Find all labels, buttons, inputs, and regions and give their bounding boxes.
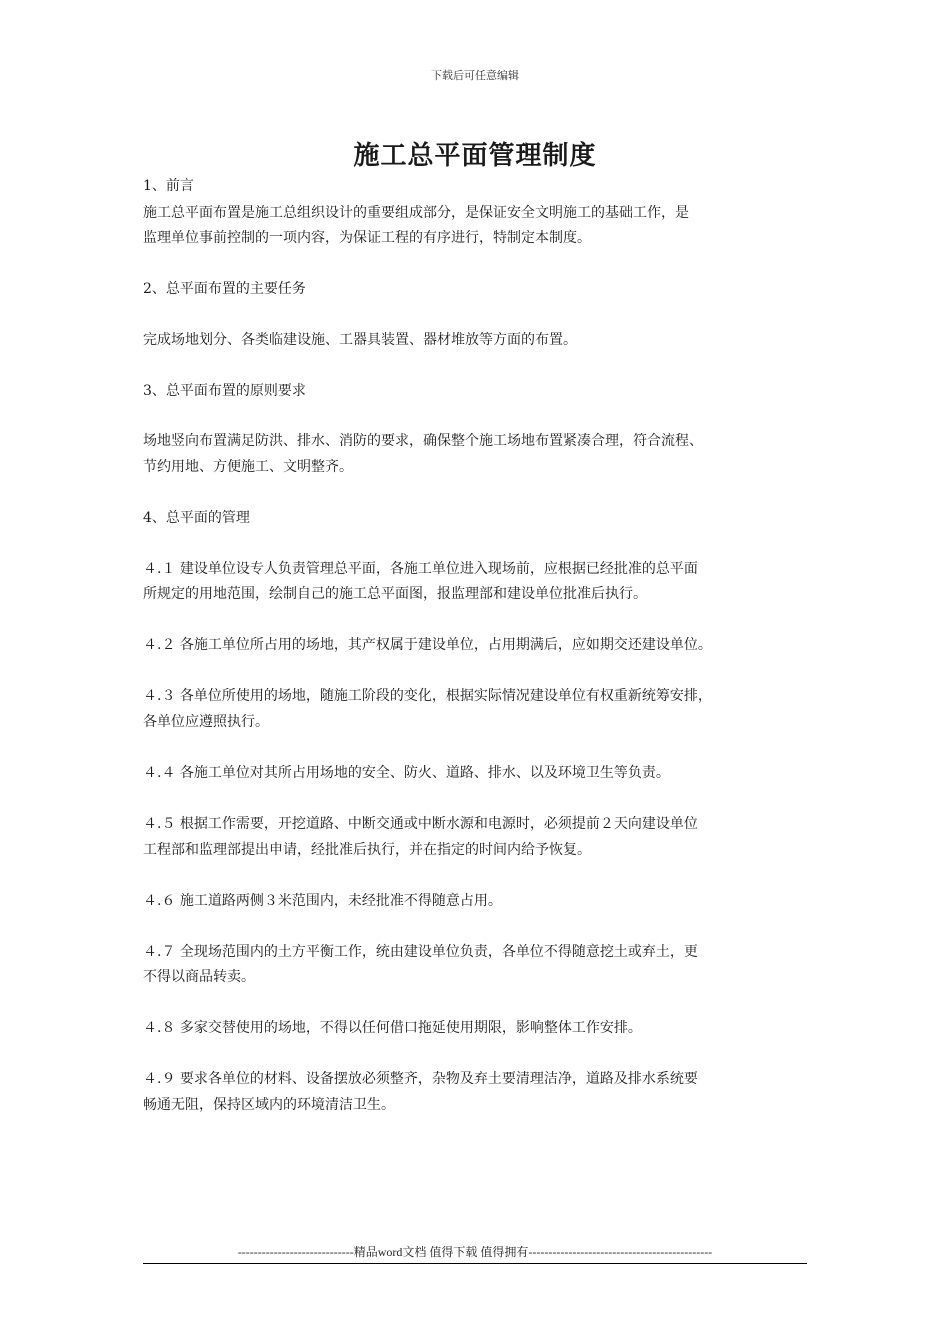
item-4-3-line: 各单位应遵照执行。 — [143, 714, 269, 730]
header-note: 下载后可任意编辑 — [431, 69, 519, 82]
section-1-paragraph-line: 施工总平面布置是施工总组织设计的重要组成部分，是保证安全文明施工的基础工作，是 — [143, 205, 689, 221]
item-4-4-line: ４.４ 各施工单位对其所占用场地的安全、防火、道路、排水、以及环境卫生等负责。 — [143, 765, 670, 781]
item-4-6-line: ４.６ 施工道路两侧３米范围内，未经批准不得随意占用。 — [143, 893, 502, 909]
section-2-paragraph: 完成场地划分、各类临建设施、工器具装置、器材堆放等方面的布置。 — [143, 332, 577, 348]
item-4-3-line: ４.３ 各单位所使用的场地，随施工阶段的变化，根据实际情况建设单位有权重新统筹安排， — [143, 688, 712, 704]
item-4-1-line: ４.１ 建设单位设专人负责管理总平面，各施工单位进入现场前，应根据已经批准的总平面 — [143, 561, 698, 577]
item-4-7-line: 不得以商品转卖。 — [143, 969, 255, 985]
item-4-5-line: 工程部和监理部提出申请，经批准后执行，并在指定的时间内给予恢复。 — [143, 842, 591, 858]
item-4-2-line: ４.２ 各施工单位所占用的场地，其产权属于建设单位，占用期满后，应如期交还建设单位。 — [143, 637, 712, 653]
section-1-paragraph-line: 监理单位事前控制的一项内容，为保证工程的有序进行，特制定本制度。 — [143, 230, 591, 246]
item-4-1-line: 所规定的用地范围，绘制自己的施工总平面图，报监理部和建设单位批准后执行。 — [143, 586, 647, 602]
footer-divider — [143, 1263, 807, 1264]
item-4-8-line: ４.８ 多家交替使用的场地，不得以任何借口拖延使用期限，影响整体工作安排。 — [143, 1020, 642, 1036]
item-4-9-line: 畅通无阻，保持区域内的环境清洁卫生。 — [143, 1097, 395, 1113]
section-1-heading: 1、前言 — [143, 178, 194, 194]
section-3-paragraph-line: 场地竖向布置满足防洪、排水、消防的要求，确保整个施工场地布置紧凑合理，符合流程、 — [143, 433, 703, 449]
section-3-heading: 3、总平面布置的原则要求 — [143, 383, 306, 399]
footer-text: -----------------------------精品word文档 值得下载 值得拥有---------------------------------------------- — [237, 1245, 713, 1259]
item-4-9-line: ４.９ 要求各单位的材料、设备摆放必须整齐，杂物及弃土要清理洁净，道路及排水系统要 — [143, 1071, 698, 1087]
item-4-7-line: ４.７ 全现场范围内的土方平衡工作，统由建设单位负责，各单位不得随意挖土或弃土，更 — [143, 944, 698, 960]
section-2-heading: 2、总平面布置的主要任务 — [143, 281, 306, 297]
document-title: 施工总平面管理制度 — [353, 141, 597, 171]
section-3-paragraph-line: 节约用地、方便施工、文明整齐。 — [143, 459, 353, 475]
item-4-5-line: ４.５ 根据工作需要，开挖道路、中断交通或中断水源和电源时，必须提前２天向建设单位 — [143, 816, 698, 832]
page-footer — [143, 1243, 807, 1264]
section-4-heading: 4、总平面的管理 — [143, 510, 250, 526]
